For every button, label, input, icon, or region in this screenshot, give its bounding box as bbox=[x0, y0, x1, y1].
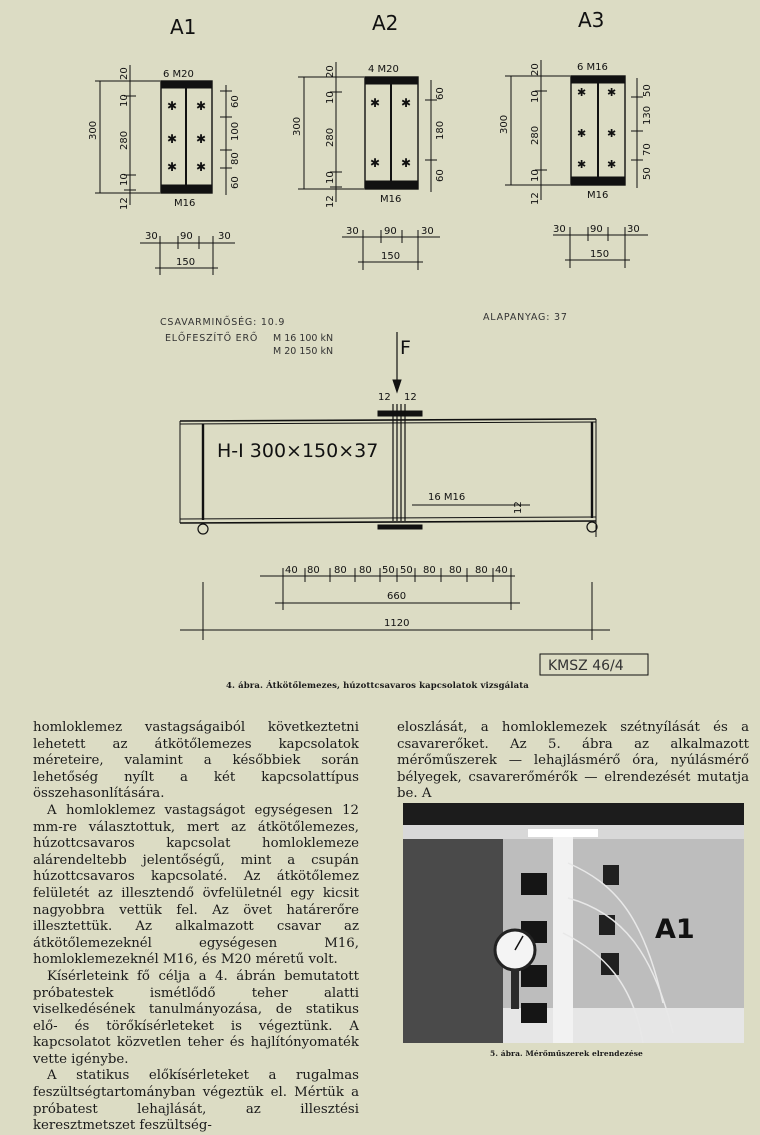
a1-pitch: 60 bbox=[230, 176, 241, 189]
a1-dim-height: 300 bbox=[88, 120, 99, 140]
a1-dim: 20 bbox=[119, 67, 130, 80]
pitch-dim: 40 bbox=[495, 565, 508, 576]
a2-width: 30 bbox=[421, 226, 434, 237]
a2-dim: 10 bbox=[325, 91, 336, 104]
specimen-a2-bolts: 4 M20 bbox=[368, 64, 399, 75]
a1-pitch: 60 bbox=[230, 95, 241, 108]
svg-text:✱: ✱ bbox=[196, 132, 207, 146]
paragraph: eloszlását, a homloklemezek szétnyílását és a csavarerőket. Az 5. ábra az alkalmazott mérőműszerek — lehajlásmérő óra, nyúlásmérő bélyegek, csavarerőmérők — elrendezését mutatja be. A bbox=[397, 720, 749, 802]
pitch-dim: 40 bbox=[285, 565, 298, 576]
paragraph: A statikus előkísérleteket a rugalmas feszültségtartományban végeztük el. Mértük a próbatest lehajlását, az illesztési keresztmetszet feszültség- bbox=[33, 1068, 359, 1134]
a1-width: 90 bbox=[180, 231, 193, 242]
pitch-dim: 50 bbox=[400, 565, 413, 576]
a2-pitch: 60 bbox=[435, 87, 446, 100]
a3-dim: 10 bbox=[530, 90, 541, 103]
a2-width: 90 bbox=[384, 226, 397, 237]
pitch-dim: 80 bbox=[423, 565, 436, 576]
svg-text:✱: ✱ bbox=[167, 99, 178, 113]
standard-stamp: KMSZ 46/4 bbox=[548, 658, 624, 674]
splice-bolts-label: 16 M16 bbox=[428, 492, 466, 503]
a3-width: 30 bbox=[553, 224, 566, 235]
specimen-a2-web-bolt: M16 bbox=[380, 194, 402, 205]
svg-text:✱: ✱ bbox=[370, 96, 381, 110]
a3-dim: 20 bbox=[530, 63, 541, 76]
specimen-a3-bolts: 6 M16 bbox=[577, 62, 608, 73]
figure-4-caption: 4. ábra. Átkötőlemezes, húzottcsavaros kapcsolatok vizsgálata bbox=[226, 681, 529, 691]
specimen-a3-web-bolt: M16 bbox=[587, 190, 609, 201]
svg-text:✱: ✱ bbox=[577, 127, 587, 140]
base-material-note: ALAPANYAG: 37 bbox=[483, 312, 568, 323]
specimen-a1 bbox=[88, 15, 241, 275]
svg-text:✱: ✱ bbox=[577, 158, 587, 171]
a2-dim-height: 300 bbox=[292, 116, 303, 136]
a2-pitch: 60 bbox=[435, 169, 446, 182]
a3-width: 150 bbox=[590, 249, 610, 260]
a2-width: 150 bbox=[381, 251, 401, 262]
svg-text:✱: ✱ bbox=[401, 156, 412, 170]
pitch-dim: 80 bbox=[449, 565, 462, 576]
a3-pitch: 70 bbox=[642, 143, 653, 156]
svg-text:✱: ✱ bbox=[167, 160, 178, 174]
a3-dim: 12 bbox=[530, 192, 541, 205]
gap-dim-left: 12 bbox=[378, 392, 391, 403]
beam-elevation bbox=[180, 332, 648, 675]
pitch-dim: 50 bbox=[382, 565, 395, 576]
svg-text:✱: ✱ bbox=[607, 86, 617, 99]
preload-label: ELŐFESZÍTŐ ERŐ bbox=[165, 333, 259, 344]
a3-dim-height: 300 bbox=[499, 114, 510, 134]
svg-text:✱: ✱ bbox=[401, 96, 412, 110]
force-label: F bbox=[400, 337, 411, 359]
span-660: 660 bbox=[387, 591, 407, 602]
a3-pitch: 130 bbox=[642, 105, 653, 125]
specimen-a3 bbox=[499, 8, 653, 268]
a1-dim: 280 bbox=[119, 130, 130, 150]
a1-width: 30 bbox=[218, 231, 231, 242]
a2-dim: 12 bbox=[325, 195, 336, 208]
figure-5-caption: 5. ábra. Mérőműszerek elrendezése bbox=[490, 1049, 643, 1058]
preload-m20: M 20 150 kN bbox=[273, 346, 334, 357]
paragraph: A homloklemez vastagságot egységesen 12 mm-re választottuk, mert az átkötőlemezes, húzottcsavaros kapcsolat homloklemeze alárendeltebb jelentőségű, mint a csupán húzottcsavaros kapcsolaté. Az átkötőlemez felületét az illesztendő övfelületnél egy kicsit nagyobbra vettük fel. Az övet határerőre illesztettük. Az alkalmazott csavar az átkötőlemezeknél egységesen M16, homloklemezeknél M16, és M20 méretű volt. bbox=[33, 802, 359, 968]
side-dim: 12 bbox=[513, 501, 524, 514]
text-column-right bbox=[397, 720, 749, 803]
pitch-dim: 80 bbox=[307, 565, 320, 576]
a2-dim: 280 bbox=[325, 127, 336, 147]
a1-dim: 10 bbox=[119, 173, 130, 186]
a1-pitch: 80 bbox=[230, 152, 241, 165]
a1-width: 30 bbox=[145, 231, 158, 242]
photo-specimen-label: A1 bbox=[655, 914, 695, 945]
section-label: H-I 300×150×37 bbox=[217, 440, 379, 462]
gap-dim-right: 12 bbox=[404, 392, 417, 403]
svg-text:✱: ✱ bbox=[607, 127, 617, 140]
a1-pitch: 100 bbox=[230, 121, 241, 141]
pitch-dim: 80 bbox=[475, 565, 488, 576]
specimen-a2-title: A2 bbox=[372, 11, 399, 35]
svg-text:✱: ✱ bbox=[607, 158, 617, 171]
a2-dim: 10 bbox=[325, 171, 336, 184]
pitch-dim: 80 bbox=[359, 565, 372, 576]
svg-text:✱: ✱ bbox=[370, 156, 381, 170]
figure-5-photo bbox=[403, 803, 744, 1043]
specimen-a1-bolts: 6 M20 bbox=[163, 69, 194, 80]
a3-dim: 280 bbox=[530, 125, 541, 145]
svg-text:✱: ✱ bbox=[577, 86, 587, 99]
svg-text:✱: ✱ bbox=[196, 99, 207, 113]
span-1120: 1120 bbox=[384, 618, 410, 629]
pitch-dim: 80 bbox=[334, 565, 347, 576]
a1-dim: 12 bbox=[119, 197, 130, 210]
specimen-a1-web-bolt: M16 bbox=[174, 198, 196, 209]
paragraph: homloklemez vastagságaiból következtetni lehetett az átkötőlemezes kapcsolatok méreteire, valamint a későbbiek során lehetőség nyílt a két kapcsolattípus összehasonlítására. bbox=[33, 720, 359, 802]
svg-text:✱: ✱ bbox=[167, 132, 178, 146]
a3-pitch: 50 bbox=[642, 84, 653, 97]
paragraph: Kísérleteink fő célja a 4. ábrán bemutatott próbatestek ismétlődő teher alatti viselkedésének tanulmányozása, de statikus elő- és törőkísérleteket is végeztünk. A kapcsolatot közvetlen teher és hajlítónyomaték vette igénybe. bbox=[33, 968, 359, 1067]
a1-width: 150 bbox=[176, 257, 196, 268]
bolt-grade-note: CSAVARMINŐSÉG: 10.9 bbox=[160, 317, 286, 328]
a2-pitch: 180 bbox=[435, 120, 446, 140]
preload-m16: M 16 100 kN bbox=[273, 333, 334, 344]
a2-width: 30 bbox=[346, 226, 359, 237]
specimen-a2 bbox=[292, 11, 446, 270]
specimen-a3-title: A3 bbox=[578, 8, 605, 32]
svg-text:✱: ✱ bbox=[196, 160, 207, 174]
a2-dim: 20 bbox=[325, 65, 336, 78]
specimen-a1-title: A1 bbox=[170, 15, 197, 39]
a3-pitch: 50 bbox=[642, 167, 653, 180]
drawing-notes bbox=[160, 312, 568, 357]
a3-dim: 10 bbox=[530, 169, 541, 182]
a3-width: 90 bbox=[590, 224, 603, 235]
a3-width: 30 bbox=[627, 224, 640, 235]
a1-dim: 10 bbox=[119, 94, 130, 107]
text-column-left bbox=[33, 720, 359, 1135]
